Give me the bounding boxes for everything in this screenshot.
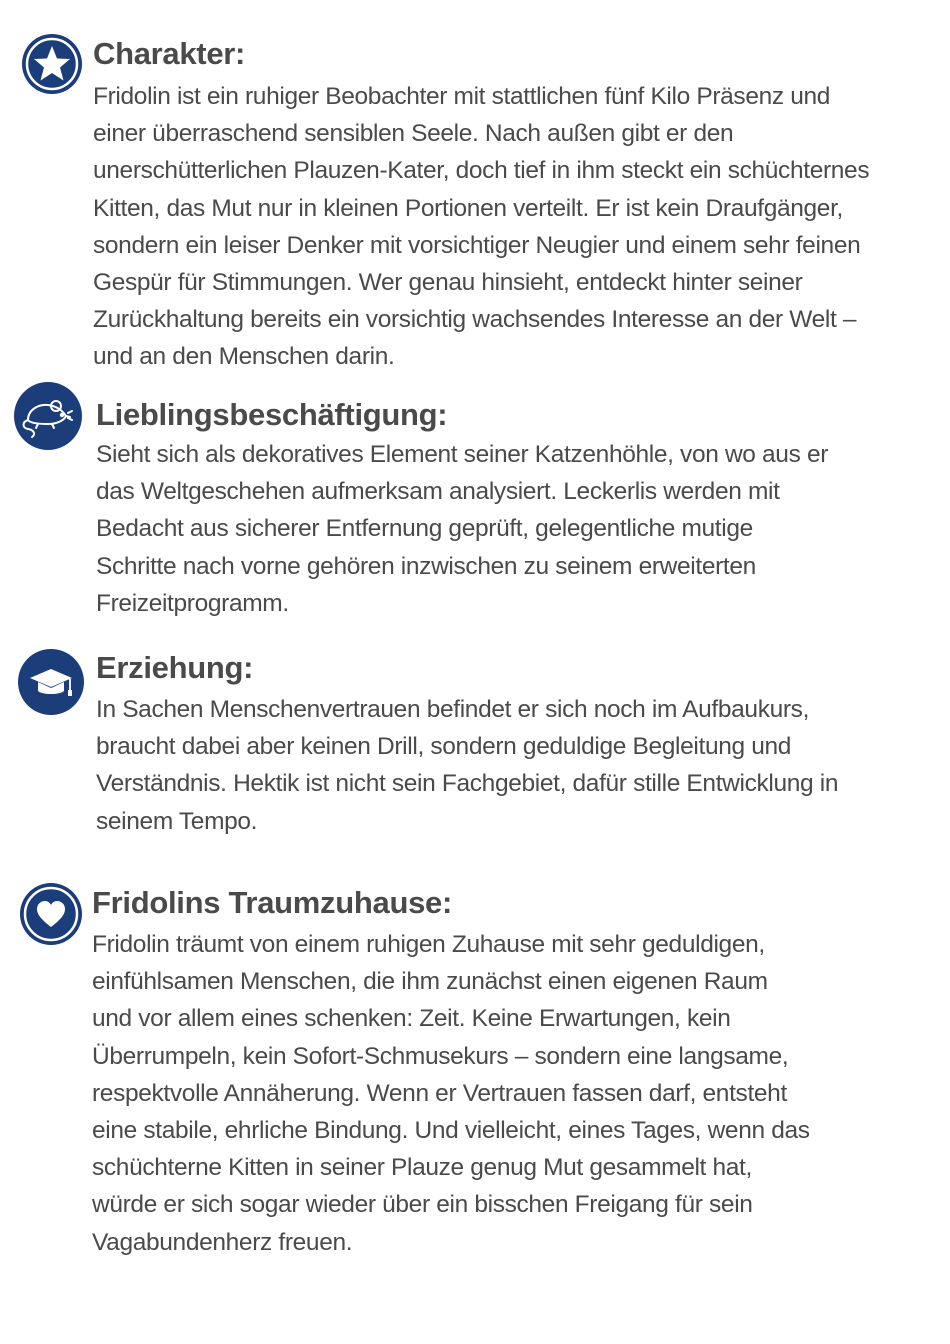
heart-icon	[20, 883, 82, 945]
section-title: Lieblingsbeschäftigung:	[96, 397, 448, 432]
section-text	[96, 691, 838, 840]
text-line: würde er sich sogar wieder über ein bisschen Freigang für sein	[92, 1191, 753, 1219]
mouse-toy-icon	[14, 382, 82, 450]
text-line: braucht dabei aber keinen Drill, sondern geduldige Begleitung und	[96, 733, 792, 761]
text-line: Kitten, das Mut nur in kleinen Portionen verteilt. Er ist kein Draufgänger,	[93, 194, 843, 222]
section-title: Erziehung:	[96, 650, 254, 685]
text-line: Fridolin träumt von einem ruhigen Zuhause mit sehr geduldigen,	[92, 931, 765, 958]
text-line: und an den Menschen darin.	[93, 343, 395, 371]
section-text	[92, 926, 810, 1261]
text-line: Vagabundenherz freuen.	[92, 1228, 353, 1256]
text-line: respektvolle Annäherung. Wenn er Vertrauen fassen darf, entsteht	[92, 1079, 787, 1107]
text-line: Schritte nach vorne gehören inzwischen zu seinem erweiterten	[96, 552, 756, 580]
text-line: Überrumpeln, kein Sofort-Schmusekurs – sondern eine langsame,	[92, 1042, 789, 1070]
text-line: Fridolin ist ein ruhiger Beobachter mit stattlichen fünf Kilo Präsenz und	[93, 83, 831, 110]
section-text	[96, 436, 828, 622]
text-line: Gespür für Stimmungen. Wer genau hinsieht, entdeckt hinter seiner	[93, 269, 803, 297]
section-title: Charakter:	[93, 36, 246, 71]
section-text	[93, 78, 869, 376]
section-title: Fridolins Traumzuhause:	[92, 885, 452, 920]
text-line: Zurückhaltung bereits ein vorsichtig wachsendes Interesse an der Welt –	[93, 306, 857, 334]
text-line: In Sachen Menschenvertrauen befindet er sich noch im Aufbaukurs,	[96, 696, 810, 723]
text-line: eine stabile, ehrliche Bindung. Und vielleicht, eines Tages, wenn das	[92, 1117, 810, 1145]
text-line: unerschütterlichen Plauzen-Kater, doch tief in ihm steckt ein schüchternes	[93, 157, 870, 185]
text-line: das Weltgeschehen aufmerksam analysiert. Leckerlis werden mit	[96, 478, 780, 506]
text-line: Sieht sich als dekoratives Element seiner Katzenhöhle, von wo aus er	[96, 441, 829, 468]
text-line: sondern ein leiser Denker mit vorsichtiger Neugier und einem sehr feinen	[93, 231, 861, 259]
text-line: Verständnis. Hektik ist nicht sein Fachgebiet, dafür stille Entwicklung in	[96, 770, 839, 798]
text-line: schüchterne Kitten in seiner Plauze genug Mut gesammelt hat,	[92, 1154, 752, 1182]
text-line: und vor allem eines schenken: Zeit. Keine Erwartungen, kein	[92, 1005, 731, 1033]
text-line: Freizeitprogramm.	[96, 589, 289, 617]
text-line: einer überraschend sensiblen Seele. Nach außen gibt er den	[93, 120, 734, 148]
graduation-cap-icon	[18, 649, 84, 715]
text-line: seinem Tempo.	[96, 807, 258, 835]
star-icon	[22, 34, 82, 94]
text-line: Bedacht aus sicherer Entfernung geprüft, gelegentliche mutige	[96, 515, 753, 543]
text-line: einfühlsamen Menschen, die ihm zunächst einen eigenen Raum	[92, 968, 768, 996]
